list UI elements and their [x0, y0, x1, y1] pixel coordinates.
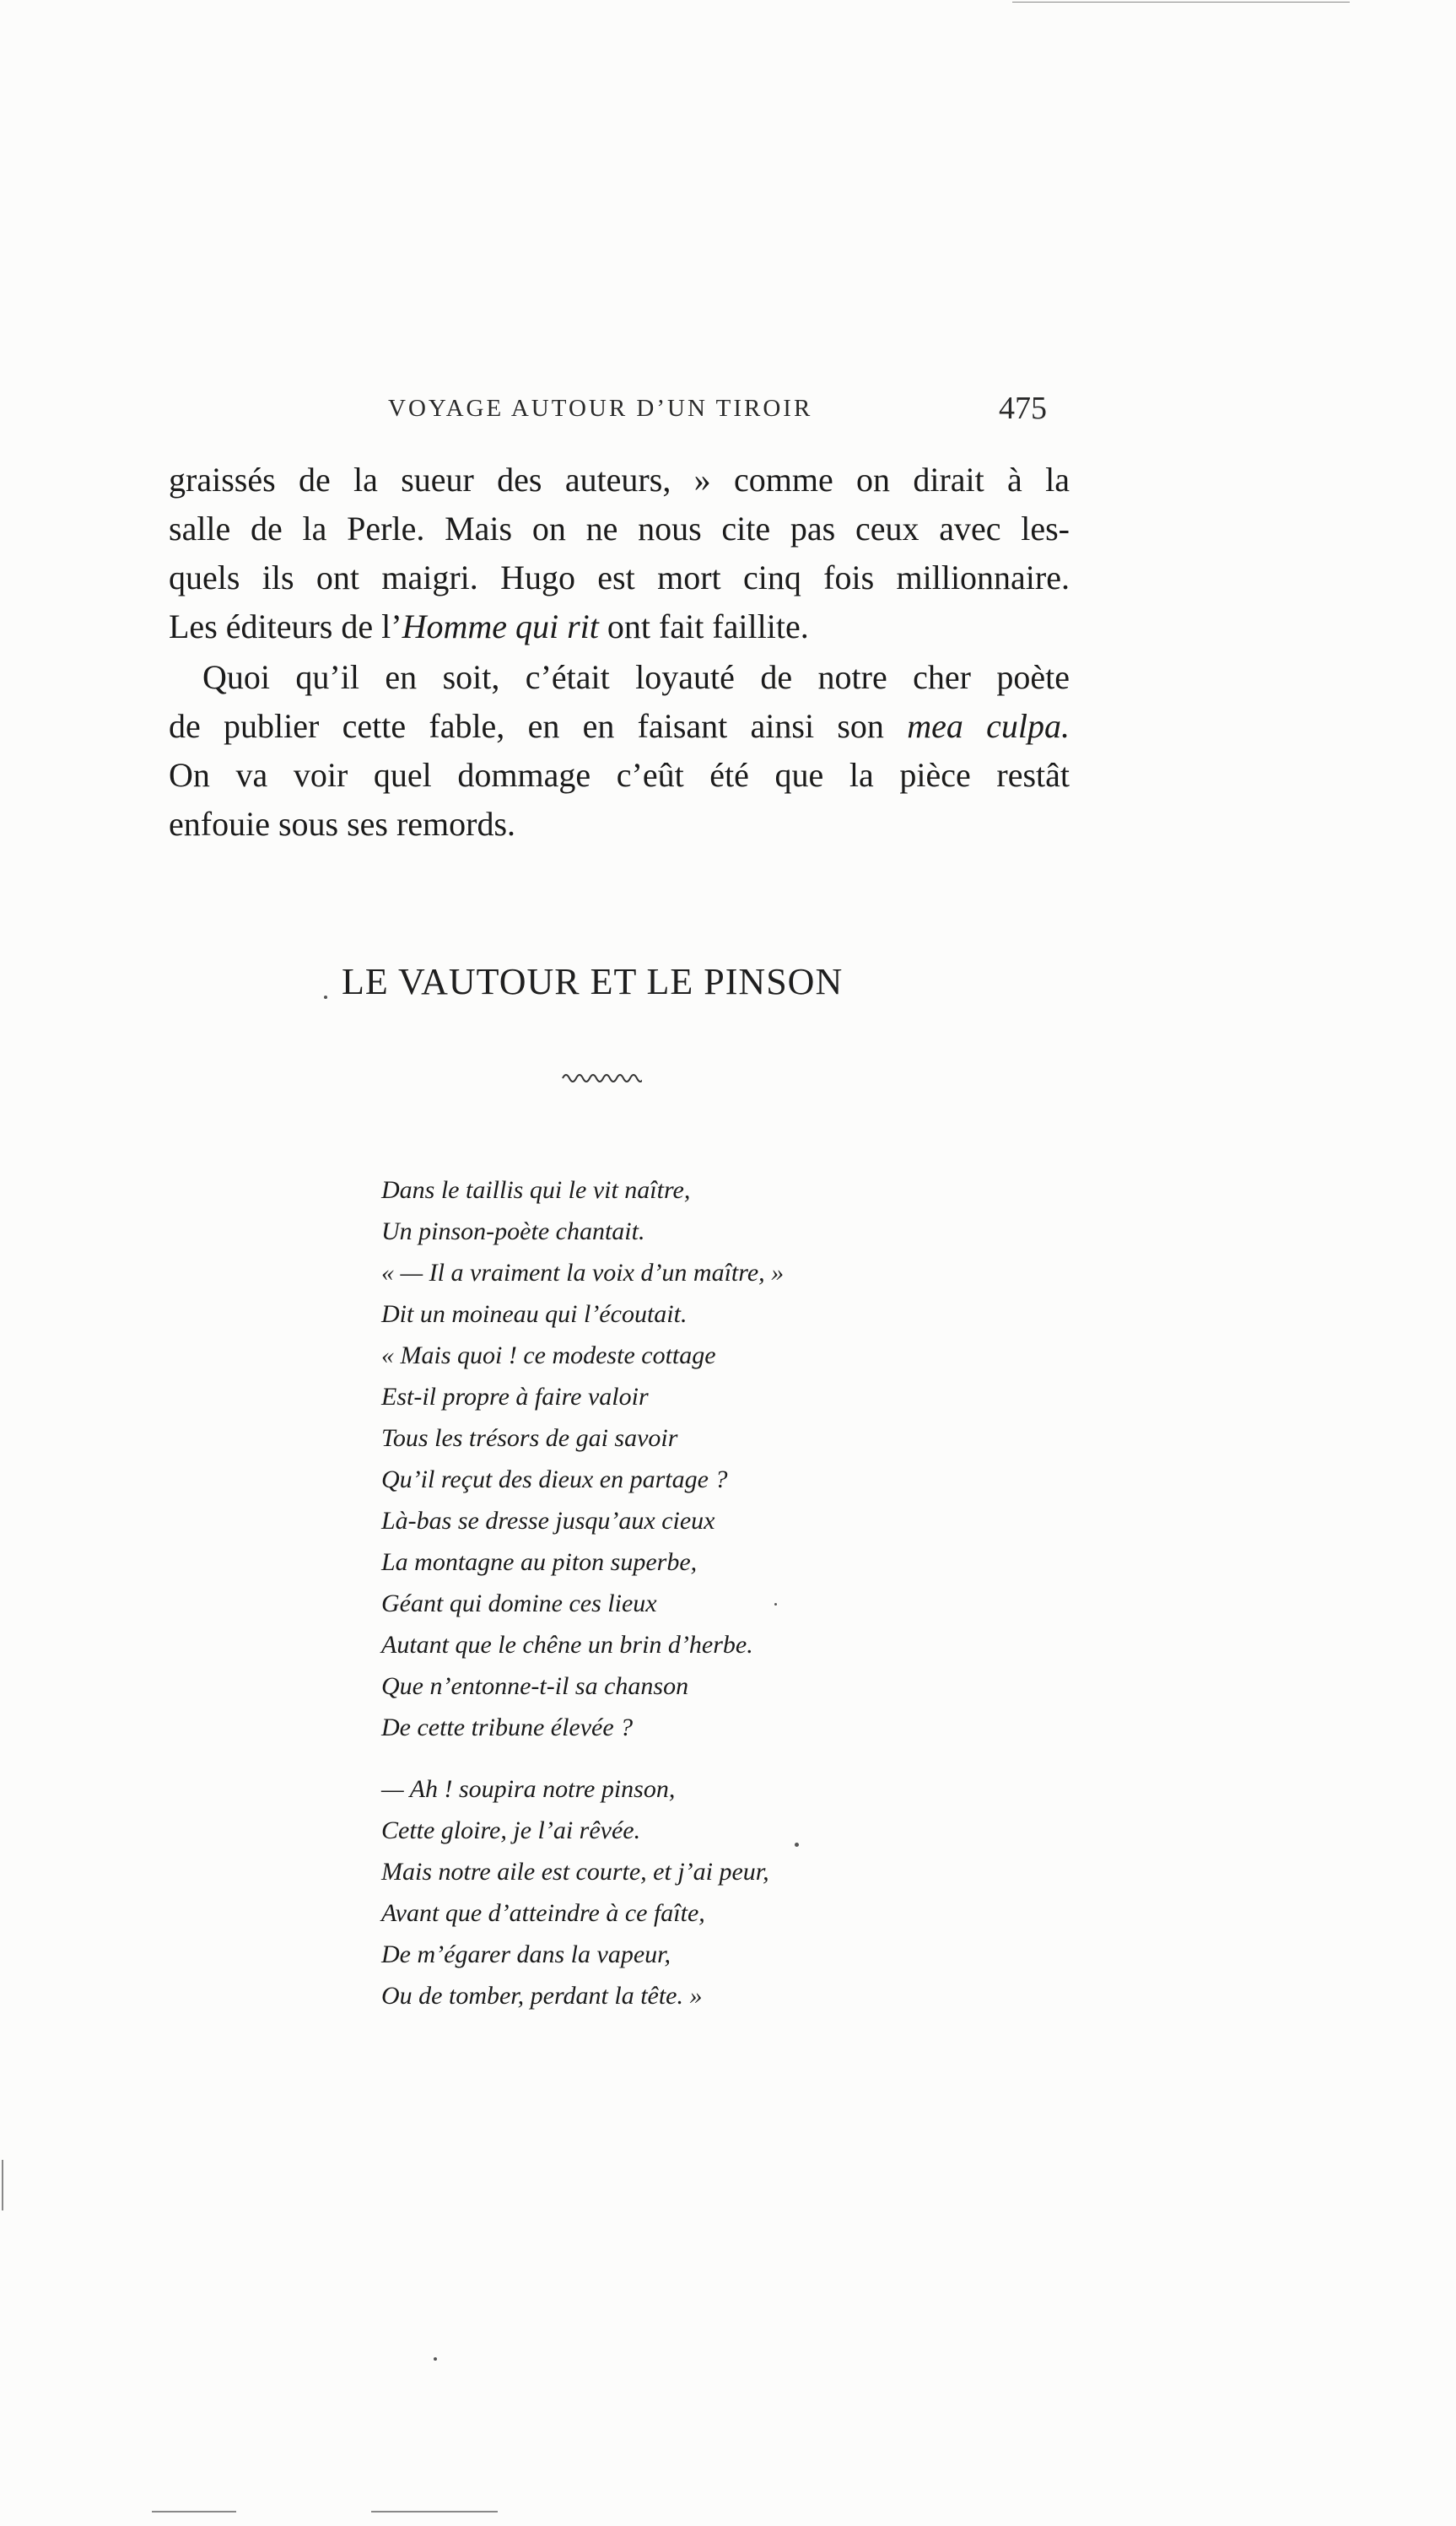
wavy-rule-ornament — [561, 1070, 642, 1083]
verse-line: Un pinson-poète chantait. — [381, 1217, 645, 1245]
verse-line: La montagne au piton superbe, — [381, 1548, 698, 1576]
verse-line: Dit un moineau qui l’écoutait. — [381, 1300, 688, 1328]
verse-line: « — Il a vraiment la voix d’un maître, » — [381, 1259, 785, 1287]
verse-line: « Mais quoi ! ce modeste cottage — [381, 1341, 716, 1369]
paragraph-continuation — [169, 456, 1070, 651]
scan-edge-mark — [152, 2511, 236, 2513]
verse-line: Ou de tomber, perdant la tête. » — [381, 1982, 703, 2010]
verse-line: Géant qui domine ces lieux — [381, 1590, 657, 1617]
text-line: quels ils ont maigri. Hugo est mort cinq fois millionnaire. — [169, 559, 1070, 596]
poem-title: LE VAUTOUR ET LE PINSON — [342, 961, 844, 1002]
book-title: Homme qui rit — [402, 607, 599, 645]
poem-stanza-2 — [381, 1768, 769, 2016]
verse-line: — Ah ! soupira notre pinson, — [381, 1775, 676, 1803]
text-line: Les éditeurs de l’Homme qui rit ont fait faillite. — [169, 607, 809, 645]
text-line: On va voir quel dommage c’eût été que la pièce restât — [169, 756, 1070, 794]
verse-line: Cette gloire, je l’ai rêvée. — [381, 1816, 641, 1844]
text-line: Quoi qu’il en soit, c’était loyauté de notre cher poète — [202, 658, 1070, 696]
verse-line: De m’égarer dans la vapeur, — [381, 1940, 671, 1968]
verse-line: Que n’entonne-t-il sa chanson — [381, 1672, 689, 1700]
scan-edge-mark — [371, 2511, 498, 2513]
running-head: VOYAGE AUTOUR D’UN TIROIR — [388, 395, 813, 422]
verse-line: Là-bas se dresse jusqu’aux cieux — [381, 1507, 715, 1535]
scan-speck — [324, 996, 327, 999]
verse-line: De cette tribune élevée ? — [381, 1714, 634, 1741]
verse-line: Avant que d’atteindre à ce faîte, — [381, 1899, 705, 1927]
paragraph-intro — [169, 653, 1070, 849]
latin-phrase: mea culpa. — [907, 707, 1070, 745]
verse-line: Est-il propre à faire valoir — [381, 1383, 649, 1411]
verse-line: Autant que le chêne un brin d’herbe. — [381, 1631, 753, 1659]
scan-speck — [434, 2357, 437, 2361]
text-line: enfouie sous ses remords. — [169, 805, 516, 843]
scan-speck — [795, 1843, 799, 1847]
verse-line: Qu’il reçut des dieux en partage ? — [381, 1465, 728, 1493]
scan-edge-mark — [1012, 2, 1350, 3]
text-line: de publier cette fable, en en faisant ainsi son mea culpa. — [169, 707, 1070, 745]
poem-stanza-1 — [381, 1169, 784, 1748]
verse-line: Dans le taillis qui le vit naître, — [381, 1176, 691, 1204]
scan-edge-mark — [2, 2160, 3, 2210]
text-line: salle de la Perle. Mais on ne nous cite pas ceux avec les- — [169, 510, 1070, 548]
verse-line: Tous les trésors de gai savoir — [381, 1424, 678, 1452]
text-line: graissés de la sueur des auteurs, » comme on dirait à la — [169, 461, 1070, 499]
verse-line: Mais notre aile est courte, et j’ai peur, — [381, 1858, 769, 1886]
page-number: 475 — [999, 391, 1047, 426]
scan-speck — [774, 1603, 777, 1606]
